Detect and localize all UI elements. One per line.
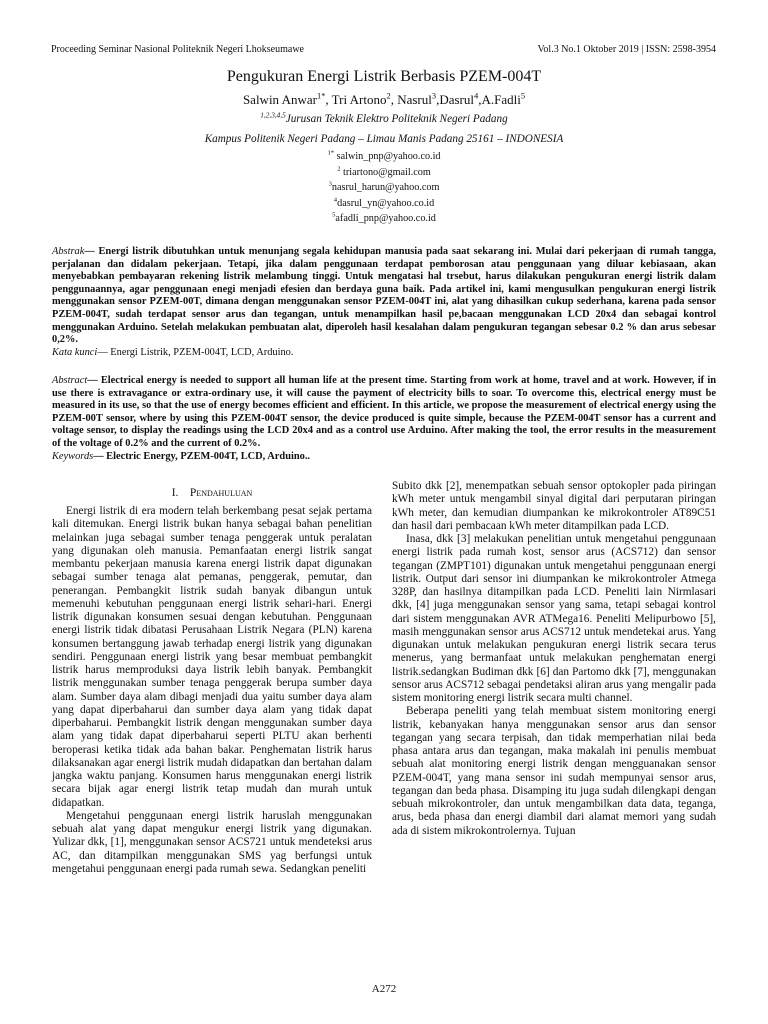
abstract-en-label: Abstract [52, 375, 88, 386]
body-paragraph: Beberapa peneliti yang telah membuat sistem monitoring energi listrik, kebanyakan hanya menggunakan sensor arus dan sensor tegangan yang secara terpisah, dan tidak memperhatian nilai beda phasa antara arus dan tegangan, maka makalah ini penulis membuat sebuah alat monitoring energi listrik dengan mengguanakan sensor PZEM-004T, yang mana sensor ini sudah mempunyai sensor arus, tegangan dan beda phasa. Disamping itu juga sudah dilengkapi dengan sebuah mikrokontroler, dan untuk mengambilkan data data, teganga, arus, beda phasa dan energi diambil dari alamat memori yang sudah ada di sistem mikrokontrolernya. Tujuan [392, 705, 716, 837]
section-heading [52, 487, 372, 499]
author-name: Nasrul [397, 92, 432, 107]
author-sep: , [478, 92, 482, 107]
email-sup: 5 [332, 211, 336, 219]
email-sup: 3 [328, 180, 332, 188]
affiliation-dept [0, 113, 768, 125]
left-column [52, 505, 372, 876]
email-sup: 1* [327, 149, 335, 157]
section-title-rest: endahuluan [196, 487, 253, 499]
abstrak-label: Abstrak [52, 246, 85, 257]
email-line [0, 198, 768, 209]
abstract-en-text: — Electrical energy is needed to support all human life at the present time. Starting from work at home, travel and at work. However, if in use there is extravagance or extra-ordinary use, it will cause the payment of electricity bills to soar. To overcome this, electrical energy must be measured in its use, so that the use of energy becomes efficient and efficient. In this article, we propose the measurement of electrical energy using the PZEM-00T sensor, where by using this PZEM-004T sensor, the device produced is quite simple, because the PZEM-004T sensor has a current and voltage sensor, to display the readings using the LCD 20x4 and as a control use Arduino. After making the tool, the error results in the measurement of the voltage of 0.2% and the current of 0.2%. [52, 375, 716, 449]
affiliation-sup: 1,2,3,4,5 [260, 111, 286, 120]
paper-title: Pengukuran Energi Listrik Berbasis PZEM-004T [226, 68, 542, 85]
author-sup: 2 [386, 90, 391, 101]
author-sep: , [325, 92, 332, 107]
email-line [0, 213, 768, 224]
kata-kunci-label: Kata kunci [52, 346, 98, 358]
author-sup: 3 [431, 90, 437, 101]
author-sep: , [436, 92, 440, 107]
email-line [0, 182, 768, 193]
author-name: A.Fadli [481, 92, 521, 107]
running-header-left: Proceeding Seminar Nasional Politeknik Negeri Lhokseumawe [51, 44, 304, 55]
author-sup: 5 [520, 90, 526, 101]
author-sep: , [390, 92, 398, 107]
right-column [392, 480, 716, 838]
author-name: Salwin Anwar [242, 92, 317, 107]
keywords-text: — Electric Energy, PZEM-004T, LCD, Arduino.. [93, 450, 311, 462]
keywords-label: Keywords [52, 450, 94, 462]
email-address: salwin_pnp@yahoo.co.id [334, 151, 441, 162]
author-name: Tri Artono [331, 92, 387, 107]
email-line [0, 151, 768, 162]
body-paragraph: Inasa, dkk [3] melakukan penelitian untuk mengetahui penggunaan energi listrik pada rumah kost, sensor arus (ACS712) dan sensor tegangan (ZMPT101) digunakan untuk mengetahui penggunaan energi listrik. Output dari sensor ini diumpankan ke mikrokontroler Atmega 328P, dan hasilnya ditampilkan pada LCD. Peneliti lain Nirmlasari dkk, [4] juga menggunakan sensor yang sama, tetapi sebagai kontrol dari sistem menggunakan AVR ATMega16. Peneliti Melipurbowo [5], masih menggunakan sensor arus ACS712 untuk mendetekai arus. Yang digunakan untuk melakukan pengukuran energi listrik secara terus menerus, yang bermanfaat untuk melakukan penghematan energi listrik.sedangkan Budiman dkk [6] dan Partomo dkk [7], menggunakan sensor arus ACS712 sebagai pendetaksi aliran arus yang mengalir pada sistem monitoring energi listrik secara multi channel. [392, 533, 716, 704]
abstrak-block [52, 246, 716, 359]
email-sup: 4 [333, 196, 338, 204]
affiliation-dept-text: Jurusan Teknik Elektro Politeknik Negeri Padang [285, 113, 508, 125]
body-paragraph: Energi listrik di era modern telah berkembang pesat sejak pertama kali ditemukan. Energi listrik bukan hanya sebagai bahan penelitian melainkan juga sebagai sumber tenaga penggerak untuk peralatan yang digunakan oleh manusia. Pemanfaatan energi listrik sangat membantu pekerjaan manusia karena energi listrik dapat digunakan sebagai sumber tenaga alat pemanas, penggerak, pemutar, dan penerangan. Pembangkit listrik sudah banyak dibangun untuk memenuhi kebutuhan penggunaan energi listrik sehari-hari. Energi listrik digunakan konsumen sesuai dengan kebutuhan. Penggunaan energi listrik tidak dibatasi Perusahaan Listrik Negara (PLN) karena konsumen bertanggung jawab terhadap energi listrik yang digunakan sendiri. Penggunaan energi listrik yang besar membuat pembangkit listrik harus memproduksi daya listrik lebih banyak. Pembangkit listrik menggunakan sumber tenaga penggerak berupa sumber daya alam. Sumber daya alam dibagi menjadi dua yaitu sumber daya alam yang dapat diperbaharui dan sumber daya alam yang tidak dapat diperbaharui. Pembangkit listrik dengan menggunakan sumber daya alam yang tidak dapat diperbaharui seperti PLTU akan berhenti beroperasi ketika tidak ada bahan bakar. Penghematan listrik harus dilaksanakan agar energi listrik mudah didapatkan dan bertahan dalam jangka waktu panjang. Konsumen harus menggunakan energi listrik secara bijak agar energi listrik tetap mudah dan murah untuk didapatkan. [52, 505, 372, 809]
email-address: triartono@gmail.com [340, 166, 431, 178]
email-address: afadli_pnp@yahoo.co.id [335, 213, 436, 224]
section-number: I. [171, 487, 179, 499]
body-paragraph: Subito dkk [2], menempatkan sebuah sensor optokopler pada piringan kWh meter untuk mengambil sinyal digital dari perputaran piringan kWh meter, dan kemudian diumpankan ke mikrokontroler AT89C51 dan hasil dari pembacaan kWh meter ditampilkan pada LCD. [392, 480, 716, 532]
kata-kunci-text: — Energi Listrik, PZEM-004T, LCD, Arduino. [97, 346, 294, 358]
author-list [0, 92, 768, 108]
body-paragraph: Mengetahui penggunaan energi listrik haruslah menggunakan sebuah alat yang dapat mengukur energi listrik yang digunakan. Yulizar dkk, [1], menggunakan sensor ACS721 untuk mendeteksi arus AC, dan ditampilkan menggunakan SMS yag berfungsi untuk mengetahui penggunaan energi pada rumah sewa. Sedangkan peneliti [52, 809, 372, 875]
email-address: dasrul_yn@yahoo.co.id [337, 197, 435, 209]
abstract-en-block [52, 375, 716, 463]
author-sup: 4 [474, 90, 479, 101]
author-sup: 1* [316, 90, 326, 101]
affiliation-campus: Kampus Politenik Negeri Padang – Limau Manis Padang 25161 – INDONESIA [204, 133, 564, 145]
email-sup: 2 [337, 165, 341, 173]
page-number: A272 [371, 983, 397, 995]
section-title-first: P [189, 487, 197, 499]
abstrak-text: — Energi listrik dibutuhkan untuk menunjang segala kehidupan manusia pada saat sekarang ini. Mulai dari pekerjaan di rumah tangga, perjalanan dan didalam pekerjaan. Tetapi, jika dalam penggunaan terdapat pemborosan atau penggunaan yang diluar kebiasaan, akan menyebabkan pembayaran rekening listrik melambung tinggi. Untuk mengatasi hal trsebut, harus dilakukan pengukuran energi listrik dalam penggunaannya, agar penggunaan enegi menjadi efesien dan berdaya guna baik. Pada artikel ini, kami mengusulkan pengukuran energi listrik menggunakan sensor PZEM-00T, dimana dengan menggunakan sensor PZEM-004T ini, alat yang dihasilkan cukup sederhana, karena pada sensor PZEM-004T, sudah terdapat sensor arus dan tegangan, untuk menampilkan hasil pe,bacaan menggunakan LCD 20x4 dan sebagai kontrol menggunakan Arduino. Setelah melakukan pembuatan alat, diperoleh hasil kesalahan dalam pengukuran tegangan sebesar 0.2 % dan arus sebesar 0,2%. [52, 246, 716, 346]
author-name: Dasrul [439, 92, 474, 107]
running-header-right: Vol.3 No.1 Oktober 2019 | ISSN: 2598-3954 [537, 44, 716, 55]
email-line [0, 167, 768, 178]
email-address: nasrul_harun@yahoo.com [331, 182, 440, 193]
